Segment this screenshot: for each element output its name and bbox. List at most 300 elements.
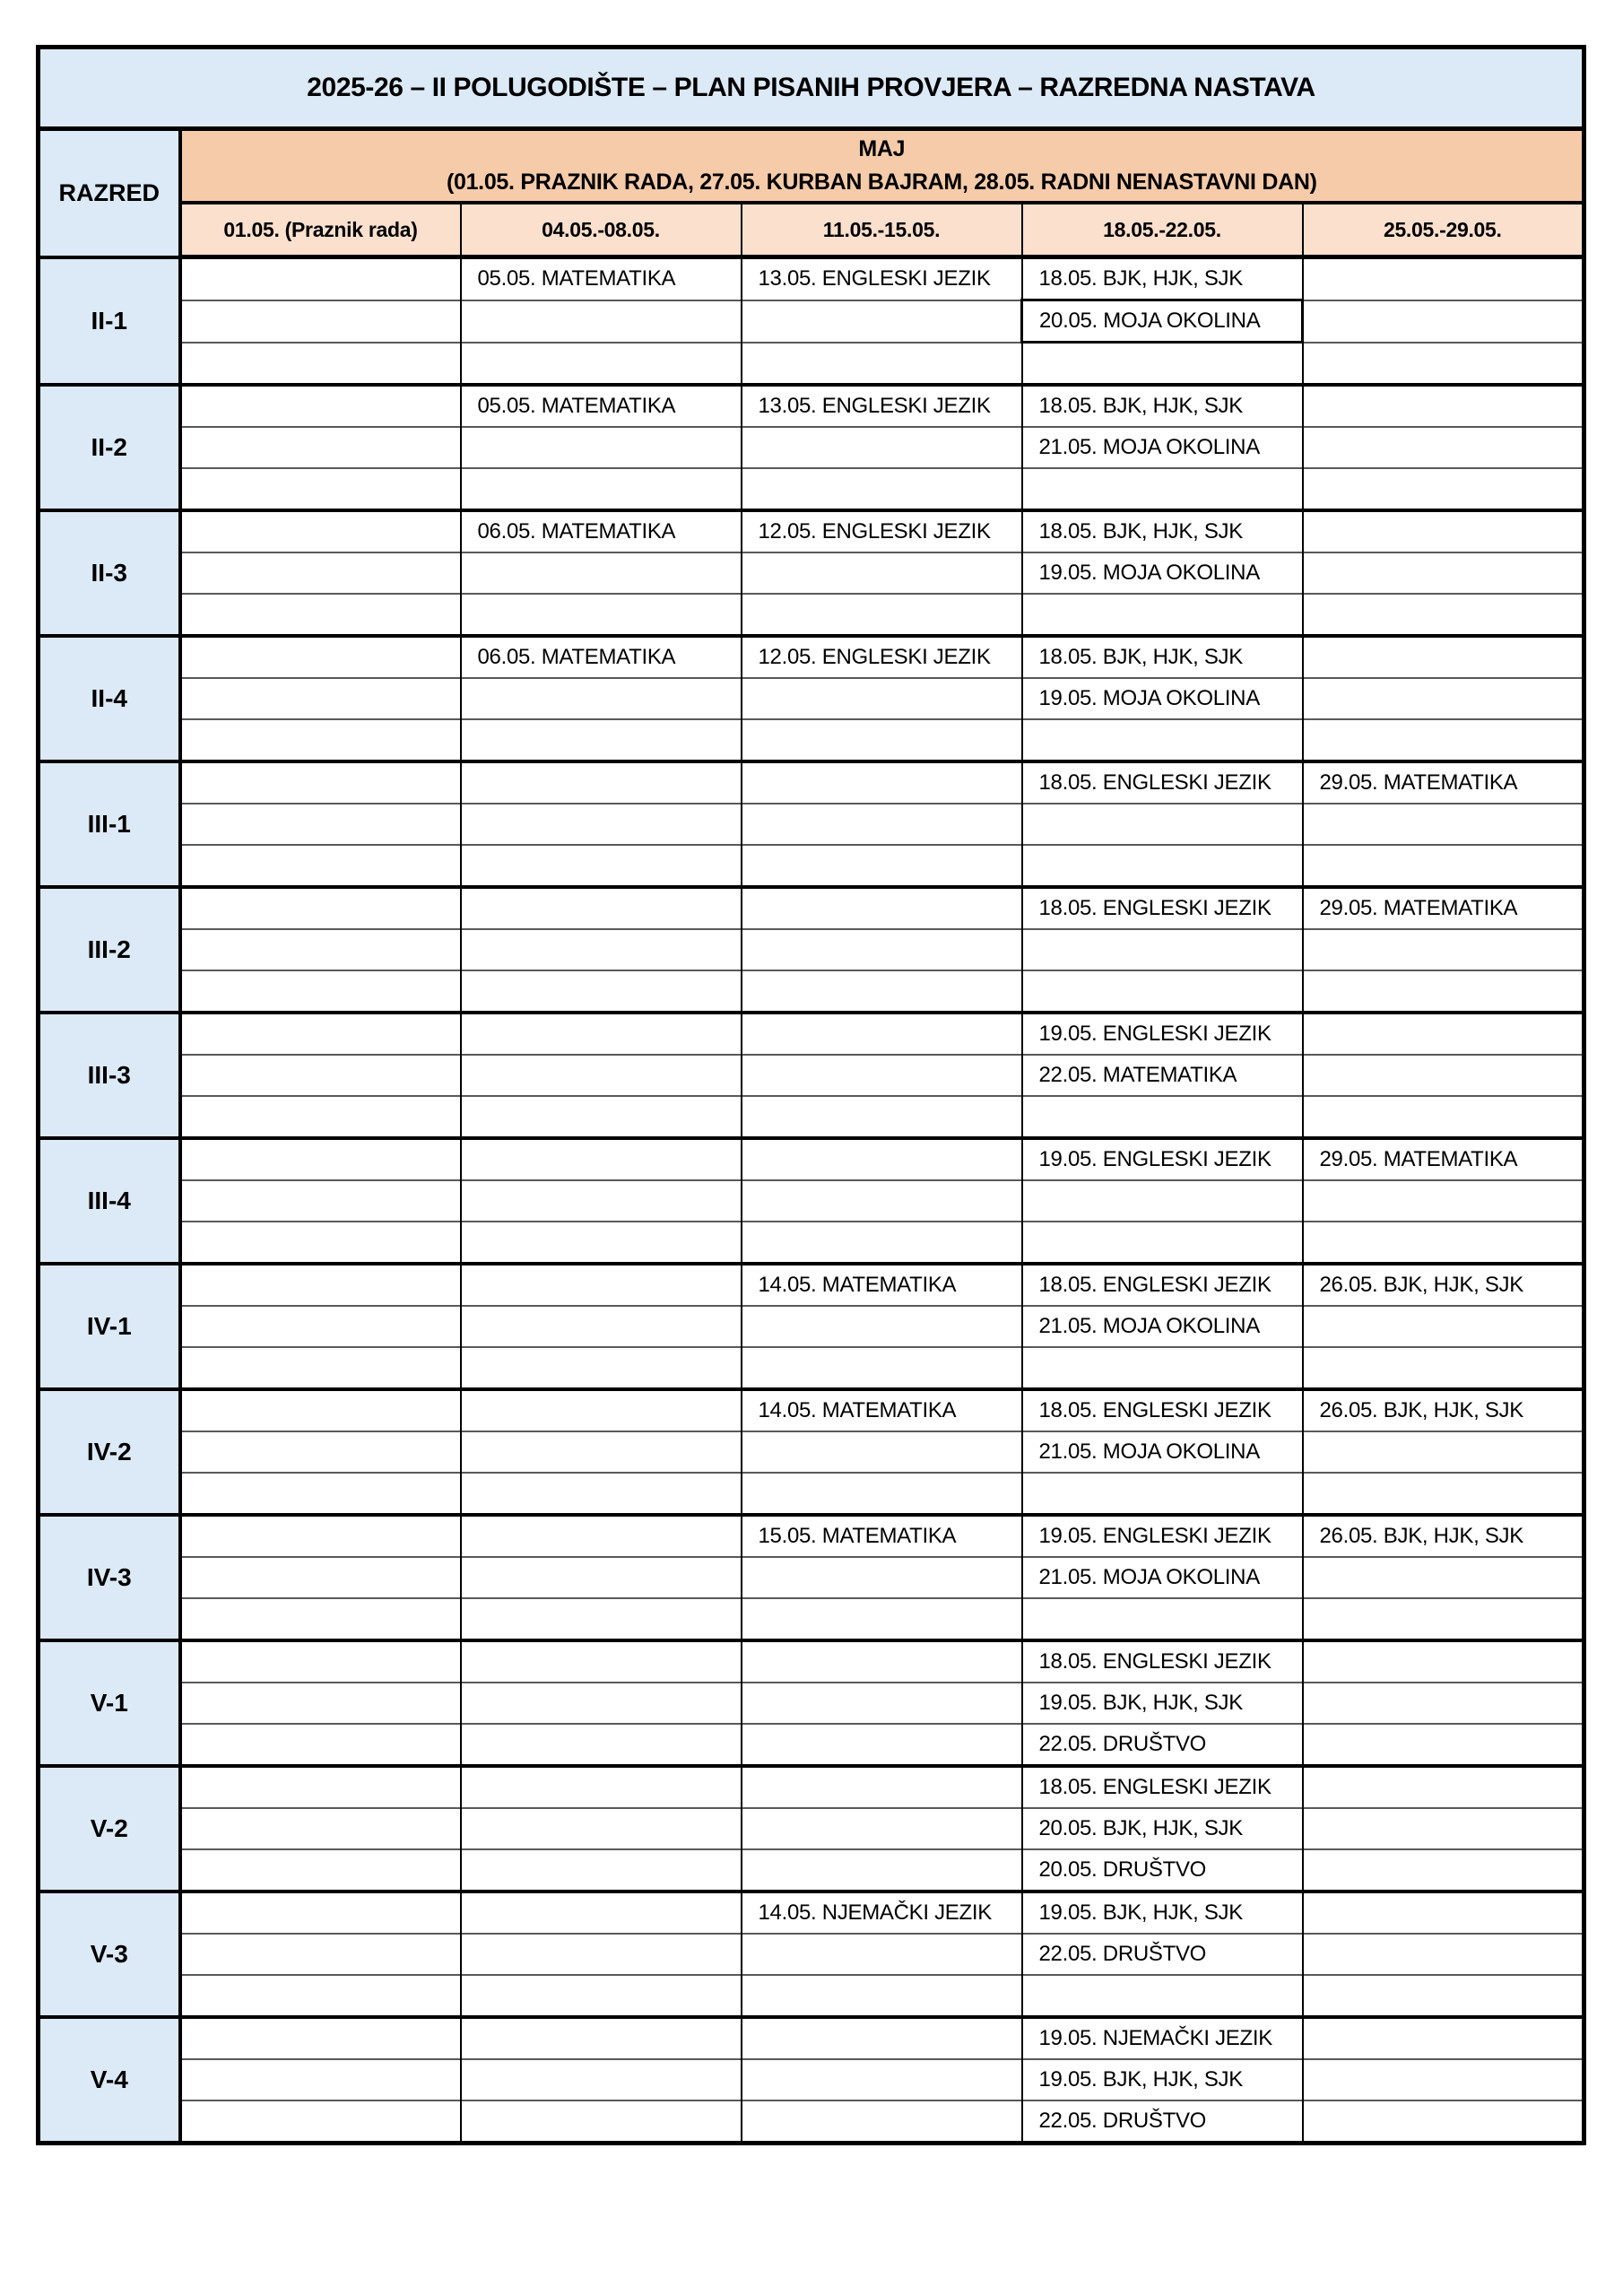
- schedule-row: [39, 1515, 1584, 1557]
- schedule-cell: 05.05. MATEMATIKA: [461, 385, 742, 427]
- schedule-cell: [180, 594, 461, 636]
- schedule-row: [39, 1473, 1584, 1515]
- schedule-row: [39, 1264, 1584, 1306]
- schedule-cell: [180, 678, 461, 719]
- schedule-cell: [461, 1306, 742, 1347]
- schedule-cell: [1303, 1808, 1584, 1849]
- schedule-cell: [461, 804, 742, 845]
- schedule-row: [39, 1347, 1584, 1389]
- schedule-cell: 14.05. MATEMATIKA: [742, 1264, 1022, 1306]
- schedule-cell: [1303, 1598, 1584, 1640]
- schedule-cell: [180, 929, 461, 970]
- schedule-cell: [180, 1683, 461, 1724]
- schedule-cell: [180, 636, 461, 678]
- schedule-cell: 19.05. ENGLESKI JEZIK: [1022, 1515, 1303, 1557]
- schedule-row: [39, 1055, 1584, 1096]
- schedule-cell: [1022, 1975, 1303, 2017]
- schedule-cell: [180, 468, 461, 510]
- schedule-cell: [742, 1598, 1022, 1640]
- schedule-cell: 29.05. MATEMATIKA: [1303, 887, 1584, 929]
- schedule-cell: [742, 804, 1022, 845]
- schedule-cell: [461, 427, 742, 468]
- schedule-cell: [1303, 1724, 1584, 1766]
- schedule-cell: [461, 1264, 742, 1306]
- schedule-cell: 14.05. NJEMAČKI JEZIK: [742, 1892, 1022, 1934]
- schedule-cell: 18.05. ENGLESKI JEZIK: [1022, 1389, 1303, 1431]
- schedule-cell: [742, 1557, 1022, 1598]
- schedule-row: [39, 1431, 1584, 1473]
- schedule-cell: 12.05. ENGLESKI JEZIK: [742, 510, 1022, 552]
- schedule-cell: [742, 1306, 1022, 1347]
- week-header-2: 04.05.-08.05.: [461, 203, 742, 257]
- schedule-cell: 20.05. DRUŠTVO: [1022, 1849, 1303, 1892]
- schedule-row: [39, 1598, 1584, 1640]
- schedule-cell: [1303, 929, 1584, 970]
- schedule-row: [39, 970, 1584, 1013]
- schedule-cell: [742, 761, 1022, 804]
- class-label: V-4: [39, 2017, 180, 2144]
- schedule-cell: 26.05. BJK, HJK, SJK: [1303, 1389, 1584, 1431]
- schedule-cell: [1303, 970, 1584, 1013]
- schedule-cell: [180, 1138, 461, 1180]
- schedule-cell: [180, 427, 461, 468]
- week-header-5: 25.05.-29.05.: [1303, 203, 1584, 257]
- schedule-cell: [461, 1766, 742, 1808]
- schedule-cell: [1303, 804, 1584, 845]
- schedule-cell: [461, 970, 742, 1013]
- schedule-cell: 19.05. MOJA OKOLINA: [1022, 678, 1303, 719]
- schedule-cell: [180, 1934, 461, 1975]
- class-label: II-2: [39, 385, 180, 510]
- schedule-cell: [742, 887, 1022, 929]
- schedule-cell: [461, 2100, 742, 2144]
- schedule-cell: 18.05. ENGLESKI JEZIK: [1022, 1264, 1303, 1306]
- schedule-cell: 20.05. BJK, HJK, SJK: [1022, 1808, 1303, 1849]
- schedule-cell: [742, 427, 1022, 468]
- schedule-cell: [1303, 1222, 1584, 1264]
- schedule-cell: 21.05. MOJA OKOLINA: [1022, 1306, 1303, 1347]
- schedule-cell: [742, 1724, 1022, 1766]
- schedule-row: [39, 887, 1584, 929]
- schedule-row: [39, 804, 1584, 845]
- schedule-cell: [742, 970, 1022, 1013]
- schedule-cell: [461, 1892, 742, 1934]
- schedule-cell: 26.05. BJK, HJK, SJK: [1303, 1515, 1584, 1557]
- schedule-cell: [742, 1431, 1022, 1473]
- week-header-3: 11.05.-15.05.: [742, 203, 1022, 257]
- schedule-cell: 20.05. MOJA OKOLINA: [1022, 300, 1303, 343]
- schedule-cell: [180, 2100, 461, 2144]
- schedule-cell: [461, 1934, 742, 1975]
- schedule-cell: [461, 1724, 742, 1766]
- schedule-cell: [461, 300, 742, 343]
- schedule-cell: [180, 1808, 461, 1849]
- schedule-row: [39, 385, 1584, 427]
- class-label: II-4: [39, 636, 180, 761]
- schedule-cell: [1303, 1180, 1584, 1222]
- schedule-cell: [180, 1724, 461, 1766]
- schedule-body: [39, 257, 1584, 2144]
- schedule-cell: 29.05. MATEMATIKA: [1303, 761, 1584, 804]
- schedule-row: [39, 257, 1584, 300]
- schedule-cell: [180, 2059, 461, 2100]
- month-note: (01.05. PRAZNIK RADA, 27.05. KURBAN BAJRAM, 28.05. RADNI NENASTAVNI DAN): [446, 170, 1317, 195]
- schedule-cell: [180, 1640, 461, 1683]
- schedule-cell: [180, 1598, 461, 1640]
- schedule-cell: [1303, 385, 1584, 427]
- schedule-cell: [180, 1347, 461, 1389]
- schedule-cell: 18.05. ENGLESKI JEZIK: [1022, 1766, 1303, 1808]
- schedule-row: [39, 594, 1584, 636]
- schedule-cell: [180, 510, 461, 552]
- schedule-row: [39, 1640, 1584, 1683]
- class-label: V-1: [39, 1640, 180, 1766]
- schedule-cell: [461, 1640, 742, 1683]
- schedule-cell: [742, 1849, 1022, 1892]
- title-row: [39, 48, 1584, 129]
- schedule-cell: [742, 719, 1022, 761]
- schedule-cell: 29.05. MATEMATIKA: [1303, 1138, 1584, 1180]
- schedule-cell: [1303, 1849, 1584, 1892]
- schedule-cell: 22.05. DRUŠTVO: [1022, 1724, 1303, 1766]
- schedule-cell: 22.05. DRUŠTVO: [1022, 1934, 1303, 1975]
- schedule-cell: [180, 1389, 461, 1431]
- schedule-cell: [461, 1515, 742, 1557]
- schedule-row: [39, 1849, 1584, 1892]
- schedule-cell: [1303, 1306, 1584, 1347]
- schedule-cell: [1303, 468, 1584, 510]
- schedule-cell: [180, 970, 461, 1013]
- schedule-cell: [742, 845, 1022, 887]
- month-header: [180, 129, 1584, 204]
- schedule-cell: [461, 468, 742, 510]
- schedule-cell: [1303, 2059, 1584, 2100]
- schedule-cell: 26.05. BJK, HJK, SJK: [1303, 1264, 1584, 1306]
- schedule-cell: [742, 2017, 1022, 2059]
- schedule-cell: [180, 761, 461, 804]
- schedule-cell: [461, 845, 742, 887]
- schedule-cell: 18.05. ENGLESKI JEZIK: [1022, 887, 1303, 929]
- schedule-cell: [180, 343, 461, 386]
- schedule-cell: [1022, 594, 1303, 636]
- schedule-cell: [1022, 468, 1303, 510]
- schedule-cell: [461, 1557, 742, 1598]
- schedule-cell: [1303, 552, 1584, 594]
- schedule-cell: [742, 1222, 1022, 1264]
- schedule-cell: 12.05. ENGLESKI JEZIK: [742, 636, 1022, 678]
- class-label: II-3: [39, 510, 180, 636]
- schedule-cell: [742, 1138, 1022, 1180]
- schedule-cell: [461, 1431, 742, 1473]
- schedule-cell: 13.05. ENGLESKI JEZIK: [742, 257, 1022, 300]
- schedule-cell: [180, 1473, 461, 1515]
- schedule-cell: [1303, 257, 1584, 300]
- schedule-cell: [742, 552, 1022, 594]
- schedule-cell: [461, 1389, 742, 1431]
- schedule-cell: [1303, 1473, 1584, 1515]
- schedule-cell: [180, 300, 461, 343]
- schedule-cell: [180, 845, 461, 887]
- schedule-cell: 19.05. ENGLESKI JEZIK: [1022, 1013, 1303, 1055]
- schedule-row: [39, 761, 1584, 804]
- schedule-cell: [1303, 1975, 1584, 2017]
- schedule-cell: [1303, 1640, 1584, 1683]
- schedule-row: [39, 678, 1584, 719]
- schedule-cell: [1303, 1766, 1584, 1808]
- schedule-cell: [742, 300, 1022, 343]
- schedule-row: [39, 1557, 1584, 1598]
- schedule-cell: [180, 1013, 461, 1055]
- schedule-cell: [461, 1598, 742, 1640]
- schedule-row: [39, 1934, 1584, 1975]
- class-label: III-3: [39, 1013, 180, 1138]
- schedule-cell: [1303, 1096, 1584, 1138]
- schedule-cell: [461, 1222, 742, 1264]
- schedule-cell: [1303, 1055, 1584, 1096]
- schedule-cell: [180, 2017, 461, 2059]
- schedule-cell: [742, 1766, 1022, 1808]
- schedule-cell: [1303, 1683, 1584, 1724]
- schedule-row: [39, 300, 1584, 343]
- schedule-cell: [1303, 2017, 1584, 2059]
- schedule-cell: [461, 1347, 742, 1389]
- schedule-cell: [180, 719, 461, 761]
- schedule-cell: 18.05. ENGLESKI JEZIK: [1022, 761, 1303, 804]
- schedule-cell: 19.05. BJK, HJK, SJK: [1022, 2059, 1303, 2100]
- schedule-row: [39, 1222, 1584, 1264]
- class-label: IV-3: [39, 1515, 180, 1640]
- schedule-cell: [1303, 1557, 1584, 1598]
- schedule-cell: [461, 929, 742, 970]
- schedule-cell: [742, 468, 1022, 510]
- schedule-row: [39, 1766, 1584, 1808]
- schedule-cell: [461, 1975, 742, 2017]
- schedule-cell: [180, 1306, 461, 1347]
- schedule-row: [39, 929, 1584, 970]
- schedule-cell: [1303, 1013, 1584, 1055]
- schedule-cell: 13.05. ENGLESKI JEZIK: [742, 385, 1022, 427]
- schedule-cell: [180, 257, 461, 300]
- schedule-cell: [1303, 300, 1584, 343]
- schedule-cell: [461, 1055, 742, 1096]
- schedule-row: [39, 719, 1584, 761]
- schedule-cell: [742, 2100, 1022, 2144]
- schedule-cell: 18.05. ENGLESKI JEZIK: [1022, 1640, 1303, 1683]
- schedule-cell: 19.05. NJEMAČKI JEZIK: [1022, 2017, 1303, 2059]
- schedule-cell: [180, 1849, 461, 1892]
- schedule-cell: [180, 804, 461, 845]
- schedule-cell: 18.05. BJK, HJK, SJK: [1022, 510, 1303, 552]
- schedule-cell: [1022, 1096, 1303, 1138]
- schedule-cell: [461, 1096, 742, 1138]
- schedule-cell: 06.05. MATEMATIKA: [461, 510, 742, 552]
- schedule-row: [39, 1683, 1584, 1724]
- schedule-cell: [461, 1808, 742, 1849]
- class-label: III-1: [39, 761, 180, 887]
- schedule-cell: [461, 719, 742, 761]
- schedule-cell: 18.05. BJK, HJK, SJK: [1022, 636, 1303, 678]
- schedule-cell: [1022, 1473, 1303, 1515]
- class-label: IV-2: [39, 1389, 180, 1515]
- month-label: MAJ: [858, 136, 906, 161]
- schedule-row: [39, 2017, 1584, 2059]
- schedule-cell: 19.05. BJK, HJK, SJK: [1022, 1683, 1303, 1724]
- week-header-4: 18.05.-22.05.: [1022, 203, 1303, 257]
- schedule-cell: [1303, 1431, 1584, 1473]
- schedule-row: [39, 1724, 1584, 1766]
- schedule-cell: [461, 1473, 742, 1515]
- schedule-cell: [461, 1180, 742, 1222]
- schedule-cell: [180, 887, 461, 929]
- schedule-cell: [180, 1222, 461, 1264]
- week-header-1: 01.05. (Praznik rada): [180, 203, 461, 257]
- schedule-cell: [742, 1055, 1022, 1096]
- schedule-cell: 19.05. BJK, HJK, SJK: [1022, 1892, 1303, 1934]
- schedule-cell: [461, 761, 742, 804]
- schedule-row: [39, 343, 1584, 386]
- schedule-cell: [1303, 1892, 1584, 1934]
- schedule-cell: [742, 1808, 1022, 1849]
- schedule-row: [39, 1096, 1584, 1138]
- schedule-cell: [742, 594, 1022, 636]
- class-label: V-3: [39, 1892, 180, 2017]
- schedule-cell: [742, 1683, 1022, 1724]
- schedule-cell: [742, 1347, 1022, 1389]
- schedule-cell: 18.05. BJK, HJK, SJK: [1022, 385, 1303, 427]
- schedule-cell: [1022, 1598, 1303, 1640]
- schedule-cell: [742, 2059, 1022, 2100]
- schedule-cell: [461, 1138, 742, 1180]
- schedule-cell: [461, 2017, 742, 2059]
- schedule-cell: [180, 1892, 461, 1934]
- schedule-cell: [180, 1557, 461, 1598]
- schedule-cell: 18.05. BJK, HJK, SJK: [1022, 257, 1303, 300]
- schedule-row: [39, 1892, 1584, 1934]
- schedule-cell: [461, 1013, 742, 1055]
- schedule-cell: [180, 1975, 461, 2017]
- page-title: 2025-26 – II POLUGODIŠTE – PLAN PISANIH PROVJERA – RAZREDNA NASTAVA: [39, 48, 1584, 129]
- schedule-cell: [1303, 719, 1584, 761]
- schedule-cell: 19.05. MOJA OKOLINA: [1022, 552, 1303, 594]
- schedule-cell: [180, 1055, 461, 1096]
- schedule-cell: [742, 1975, 1022, 2017]
- schedule-cell: 21.05. MOJA OKOLINA: [1022, 427, 1303, 468]
- schedule-cell: [461, 594, 742, 636]
- schedule-row: [39, 1306, 1584, 1347]
- schedule-cell: [742, 1013, 1022, 1055]
- schedule-cell: [742, 1934, 1022, 1975]
- schedule-cell: 21.05. MOJA OKOLINA: [1022, 1557, 1303, 1598]
- schedule-cell: [180, 1096, 461, 1138]
- schedule-cell: [461, 678, 742, 719]
- class-label: III-2: [39, 887, 180, 1013]
- schedule-cell: [1303, 427, 1584, 468]
- schedule-row: [39, 1808, 1584, 1849]
- schedule-row: [39, 2100, 1584, 2144]
- schedule-cell: [742, 678, 1022, 719]
- schedule-cell: 05.05. MATEMATIKA: [461, 257, 742, 300]
- schedule-cell: [1022, 929, 1303, 970]
- schedule-cell: [461, 343, 742, 386]
- schedule-row: [39, 636, 1584, 678]
- schedule-cell: [461, 552, 742, 594]
- schedule-cell: [1022, 804, 1303, 845]
- schedule-cell: [1303, 1934, 1584, 1975]
- class-label: II-1: [39, 257, 180, 386]
- schedule-cell: 21.05. MOJA OKOLINA: [1022, 1431, 1303, 1473]
- schedule-row: [39, 1389, 1584, 1431]
- schedule-cell: [180, 385, 461, 427]
- schedule-cell: [180, 1264, 461, 1306]
- razred-header: RAZRED: [39, 129, 180, 257]
- schedule-cell: [742, 1640, 1022, 1683]
- schedule-cell: [742, 1096, 1022, 1138]
- schedule-cell: 19.05. ENGLESKI JEZIK: [1022, 1138, 1303, 1180]
- schedule-table: [36, 45, 1586, 2145]
- class-label: IV-1: [39, 1264, 180, 1389]
- schedule-cell: [1303, 594, 1584, 636]
- schedule-cell: 06.05. MATEMATIKA: [461, 636, 742, 678]
- schedule-cell: [742, 343, 1022, 386]
- schedule-row: [39, 845, 1584, 887]
- schedule-cell: [180, 1515, 461, 1557]
- schedule-cell: [1022, 343, 1303, 386]
- schedule-row: [39, 2059, 1584, 2100]
- schedule-cell: [180, 1180, 461, 1222]
- schedule-cell: [180, 1766, 461, 1808]
- schedule-cell: [1022, 1180, 1303, 1222]
- schedule-cell: [1022, 719, 1303, 761]
- schedule-cell: 22.05. DRUŠTVO: [1022, 2100, 1303, 2144]
- schedule-cell: [461, 887, 742, 929]
- schedule-cell: [461, 1683, 742, 1724]
- schedule-cell: [1303, 636, 1584, 678]
- schedule-cell: [742, 929, 1022, 970]
- schedule-row: [39, 1138, 1584, 1180]
- week-header-row: [39, 203, 1584, 257]
- schedule-row: [39, 427, 1584, 468]
- schedule-cell: 14.05. MATEMATIKA: [742, 1389, 1022, 1431]
- month-header-row: [39, 129, 1584, 204]
- schedule-row: [39, 552, 1584, 594]
- class-label: V-2: [39, 1766, 180, 1892]
- schedule-cell: [1303, 1347, 1584, 1389]
- schedule-cell: [1303, 343, 1584, 386]
- schedule-cell: 15.05. MATEMATIKA: [742, 1515, 1022, 1557]
- schedule-cell: [1303, 678, 1584, 719]
- schedule-cell: [1022, 1347, 1303, 1389]
- schedule-cell: [461, 2059, 742, 2100]
- schedule-cell: [180, 1431, 461, 1473]
- schedule-cell: 22.05. MATEMATIKA: [1022, 1055, 1303, 1096]
- schedule-row: [39, 468, 1584, 510]
- schedule-cell: [1022, 970, 1303, 1013]
- schedule-row: [39, 510, 1584, 552]
- class-label: III-4: [39, 1138, 180, 1264]
- schedule-cell: [461, 1849, 742, 1892]
- schedule-row: [39, 1180, 1584, 1222]
- schedule-cell: [1303, 2100, 1584, 2144]
- schedule-cell: [1303, 510, 1584, 552]
- schedule-cell: [1022, 845, 1303, 887]
- schedule-cell: [1303, 845, 1584, 887]
- schedule-cell: [1022, 1222, 1303, 1264]
- schedule-row: [39, 1013, 1584, 1055]
- schedule-row: [39, 1975, 1584, 2017]
- schedule-cell: [742, 1180, 1022, 1222]
- schedule-cell: [180, 552, 461, 594]
- schedule-cell: [742, 1473, 1022, 1515]
